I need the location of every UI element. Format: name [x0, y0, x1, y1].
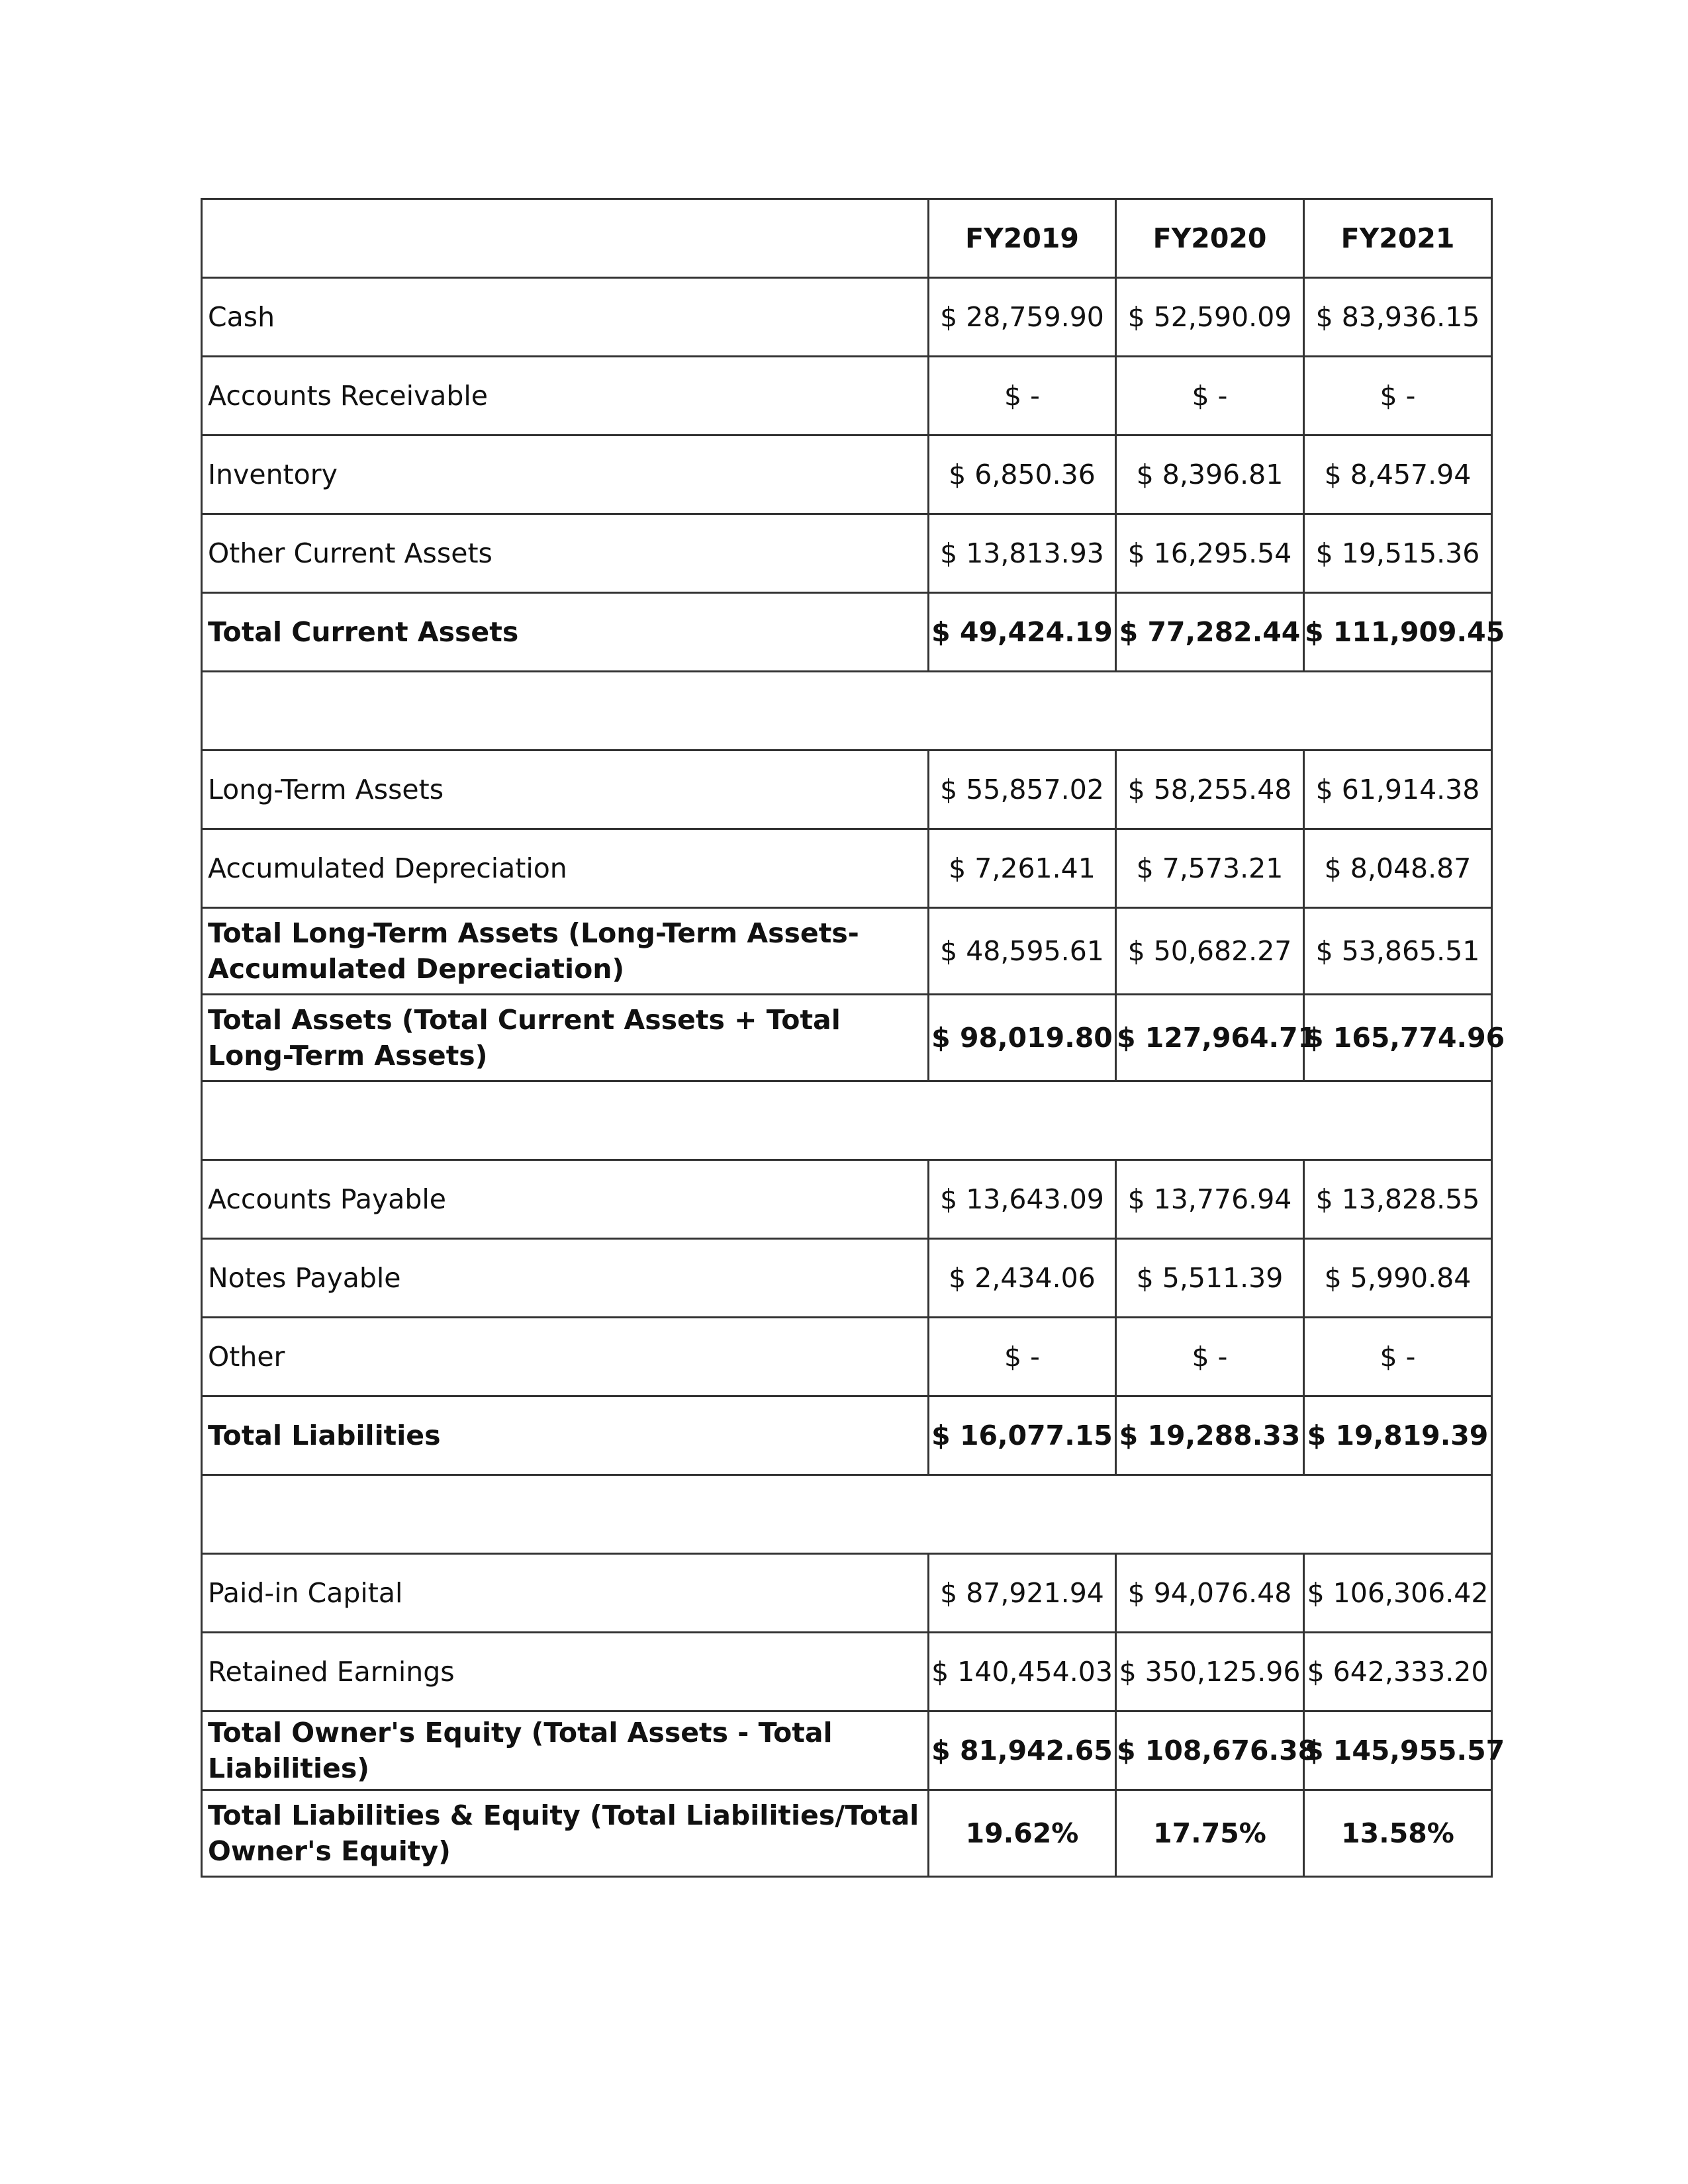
value-fy2021: $ 19,515.36: [1304, 514, 1492, 593]
spacer-row: [202, 672, 1492, 751]
value-fy2020: $ 94,076.48: [1116, 1554, 1304, 1633]
row-label: Inventory: [202, 435, 929, 514]
value-fy2020: $ -: [1116, 357, 1304, 435]
value-fy2019: $ 81,942.65: [929, 1711, 1116, 1790]
spacer-cell: [202, 1081, 1492, 1160]
value-fy2019: $ 49,424.19: [929, 593, 1116, 672]
row-label: Total Liabilities & Equity (Total Liabilities/Total Owner's Equity): [202, 1790, 929, 1877]
spacer-cell: [202, 1475, 1492, 1554]
row-cash: [202, 278, 1492, 357]
value-fy2019: $ 48,595.61: [929, 908, 1116, 995]
value-fy2021: $ 13,828.55: [1304, 1160, 1492, 1239]
value-fy2020: $ -: [1116, 1318, 1304, 1396]
row-label: Accounts Receivable: [202, 357, 929, 435]
row-label: Other: [202, 1318, 929, 1396]
value-fy2020: $ 52,590.09: [1116, 278, 1304, 357]
row-total-liabilities-and-equity: [202, 1790, 1492, 1877]
row-label: Long-Term Assets: [202, 751, 929, 829]
value-fy2021: $ 8,048.87: [1304, 829, 1492, 908]
row-accounts-receivable: [202, 357, 1492, 435]
row-label: Retained Earnings: [202, 1633, 929, 1711]
value-fy2019: $ 2,434.06: [929, 1239, 1116, 1318]
row-label: Total Owner's Equity (Total Assets - Total Liabilities): [202, 1711, 929, 1790]
spacer-cell: [202, 672, 1492, 751]
value-fy2019: $ 7,261.41: [929, 829, 1116, 908]
row-total-long-term-assets: [202, 908, 1492, 995]
value-fy2021: $ 61,914.38: [1304, 751, 1492, 829]
row-other: [202, 1318, 1492, 1396]
row-total-owners-equity: [202, 1711, 1492, 1790]
row-accounts-payable: [202, 1160, 1492, 1239]
row-label: Total Long-Term Assets (Long-Term Assets-Accumulated Depreciation): [202, 908, 929, 995]
row-label: Paid-in Capital: [202, 1554, 929, 1633]
row-label: Cash: [202, 278, 929, 357]
row-retained-earnings: [202, 1633, 1492, 1711]
value-fy2020: $ 127,964.71: [1116, 995, 1304, 1081]
row-label: Notes Payable: [202, 1239, 929, 1318]
row-label: Accounts Payable: [202, 1160, 929, 1239]
row-accumulated-depreciation: [202, 829, 1492, 908]
value-fy2020: $ 108,676.38: [1116, 1711, 1304, 1790]
value-fy2021: $ -: [1304, 357, 1492, 435]
value-fy2020: $ 7,573.21: [1116, 829, 1304, 908]
value-fy2019: $ 28,759.90: [929, 278, 1116, 357]
value-fy2021: $ 642,333.20: [1304, 1633, 1492, 1711]
header-row: [202, 199, 1492, 278]
value-fy2020: $ 5,511.39: [1116, 1239, 1304, 1318]
header-fy2021: FY2021: [1304, 199, 1492, 278]
value-fy2020: $ 13,776.94: [1116, 1160, 1304, 1239]
row-paid-in-capital: [202, 1554, 1492, 1633]
row-label: Accumulated Depreciation: [202, 829, 929, 908]
row-other-current-assets: [202, 514, 1492, 593]
value-fy2020: 17.75%: [1116, 1790, 1304, 1877]
row-notes-payable: [202, 1239, 1492, 1318]
value-fy2019: $ 16,077.15: [929, 1396, 1116, 1475]
row-total-current-assets: [202, 593, 1492, 672]
spacer-row: [202, 1081, 1492, 1160]
row-label: Total Current Assets: [202, 593, 929, 672]
row-label: Total Assets (Total Current Assets + Total Long-Term Assets): [202, 995, 929, 1081]
balance-sheet-table: [201, 198, 1505, 1878]
value-fy2019: $ 140,454.03: [929, 1633, 1116, 1711]
header-blank-cell: [202, 199, 929, 278]
value-fy2019: $ 55,857.02: [929, 751, 1116, 829]
row-label: Other Current Assets: [202, 514, 929, 593]
value-fy2021: $ 106,306.42: [1304, 1554, 1492, 1633]
row-label: Total Liabilities: [202, 1396, 929, 1475]
value-fy2021: $ 111,909.45: [1304, 593, 1492, 672]
value-fy2019: $ 13,813.93: [929, 514, 1116, 593]
value-fy2021: $ 19,819.39: [1304, 1396, 1492, 1475]
row-total-assets: [202, 995, 1492, 1081]
spacer-row: [202, 1475, 1492, 1554]
value-fy2019: $ -: [929, 1318, 1116, 1396]
value-fy2019: $ 87,921.94: [929, 1554, 1116, 1633]
value-fy2021: $ 53,865.51: [1304, 908, 1492, 995]
value-fy2019: $ 98,019.80: [929, 995, 1116, 1081]
value-fy2021: $ 83,936.15: [1304, 278, 1492, 357]
value-fy2019: $ -: [929, 357, 1116, 435]
value-fy2021: $ -: [1304, 1318, 1492, 1396]
value-fy2020: $ 58,255.48: [1116, 751, 1304, 829]
value-fy2021: $ 8,457.94: [1304, 435, 1492, 514]
value-fy2020: $ 19,288.33: [1116, 1396, 1304, 1475]
value-fy2020: $ 350,125.96: [1116, 1633, 1304, 1711]
value-fy2020: $ 77,282.44: [1116, 593, 1304, 672]
value-fy2019: 19.62%: [929, 1790, 1116, 1877]
value-fy2020: $ 16,295.54: [1116, 514, 1304, 593]
value-fy2021: $ 5,990.84: [1304, 1239, 1492, 1318]
row-inventory: [202, 435, 1492, 514]
header-fy2020: FY2020: [1116, 199, 1304, 278]
row-total-liabilities: [202, 1396, 1492, 1475]
value-fy2020: $ 8,396.81: [1116, 435, 1304, 514]
row-long-term-assets: [202, 751, 1492, 829]
value-fy2020: $ 50,682.27: [1116, 908, 1304, 995]
value-fy2021: 13.58%: [1304, 1790, 1492, 1877]
value-fy2021: $ 145,955.57: [1304, 1711, 1492, 1790]
value-fy2019: $ 13,643.09: [929, 1160, 1116, 1239]
value-fy2019: $ 6,850.36: [929, 435, 1116, 514]
value-fy2021: $ 165,774.96: [1304, 995, 1492, 1081]
header-fy2019: FY2019: [929, 199, 1116, 278]
